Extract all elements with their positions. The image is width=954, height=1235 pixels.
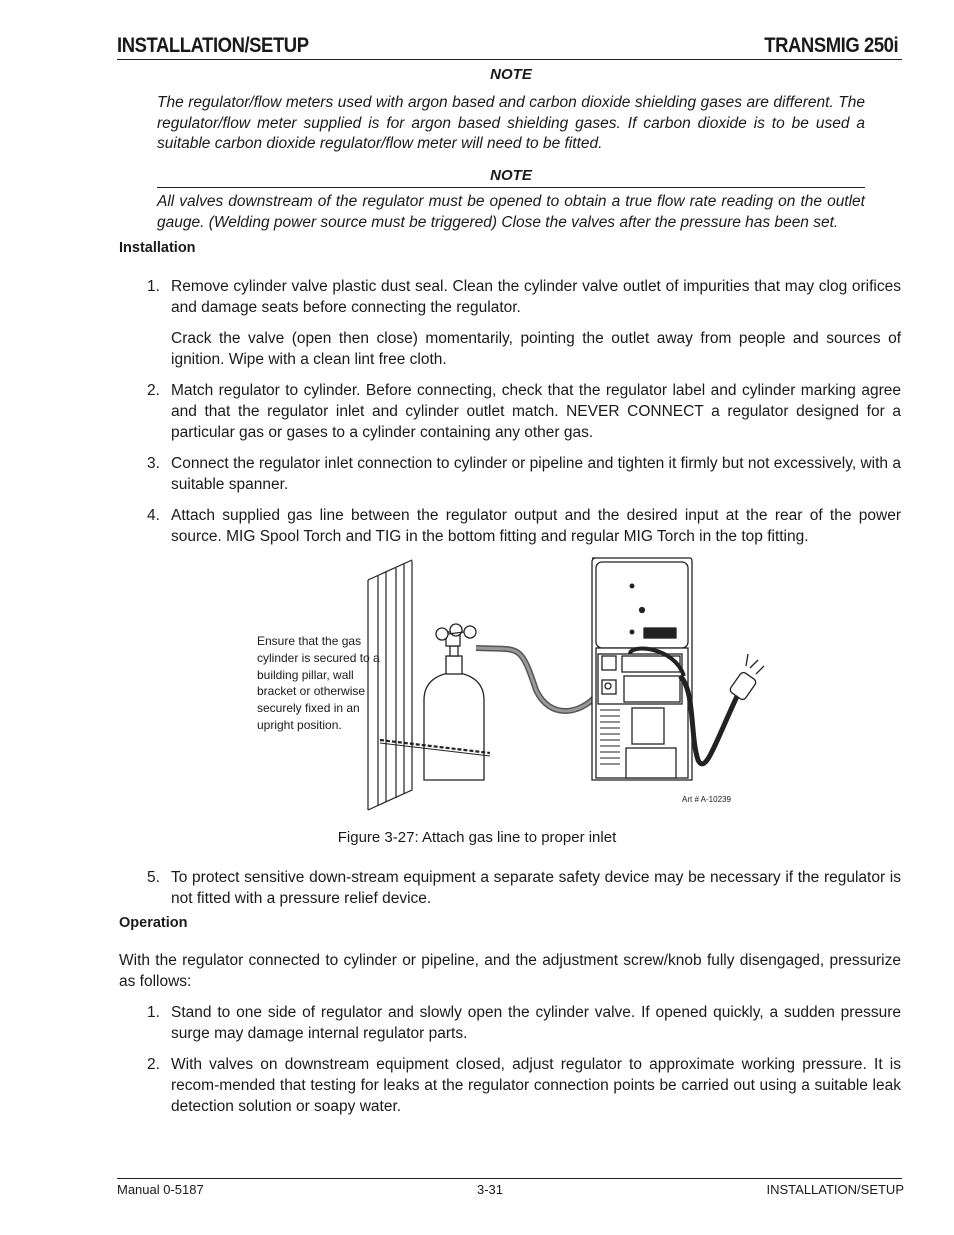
footer-manual-number: Manual 0-5187	[117, 1182, 204, 1197]
header-rule	[117, 59, 902, 60]
note-2-text: All valves downstream of the regulator must be opened to obtain a true flow rate reading on the outlet gauge. (Welding power source must be triggered) Close the valves after the pressure has been set.	[157, 193, 865, 231]
operation-step-2-text: With valves on downstream equipment closed, adjust regulator to approximate working pressure. It is recom-mended that testing for leaks at the regulator connection points be carried out using a suitable leak detection solution or soapy water.	[171, 1056, 901, 1115]
installation-heading: Installation	[119, 240, 196, 256]
art-number: Art # A-10239	[682, 795, 731, 804]
step-1-number: 1.	[147, 278, 160, 295]
step-4-number: 4.	[147, 507, 160, 524]
operation-heading: Operation	[119, 915, 188, 931]
note-2-title: NOTE	[490, 167, 532, 184]
operation-step-1-text: Stand to one side of regulator and slowly open the cylinder valve. If opened quickly, a sudden pressure surge may damage internal regulator parts.	[171, 1004, 901, 1042]
note-1-title: NOTE	[490, 66, 532, 83]
header-section-title: INSTALLATION/SETUP	[117, 34, 309, 57]
gas-cylinder	[424, 646, 484, 780]
step-1-text: Remove cylinder valve plastic dust seal. Clean the cylinder valve outlet of impurities that may clog orifices and damage seats before connecting the regulator.	[171, 278, 901, 316]
footer-section: INSTALLATION/SETUP	[766, 1182, 904, 1197]
step-3-number: 3.	[147, 455, 160, 472]
figure-callout-note: Ensure that the gas cylinder is secured to a building pillar, wall bracket or otherwise securely fixed in an upright position.	[257, 634, 380, 732]
step-1-extra: Crack the valve (open then close) momentarily, pointing the outlet away from people and sources of ignition. Wipe with a clean lint free cloth.	[171, 330, 901, 368]
footer-page-number: 3-31	[476, 1182, 504, 1197]
step-5-number: 5.	[147, 869, 160, 886]
footer-rule	[117, 1178, 902, 1179]
step-2-text: Match regulator to cylinder. Before connecting, check that the regulator label and cylinder marking agree and that the regulator inlet and cylinder outlet match. NEVER CONNECT a regulator designed for a particular gas or gases to a cylinder containing any other gas.	[171, 382, 901, 441]
note-1-text: The regulator/flow meters used with argon based and carbon dioxide shielding gases are different. The regulator/flow meter supplied is for argon based shielding gases. If carbon dioxide is to be used a suitable carbon dioxide regulator/flow meter will need to be fitted.	[157, 94, 865, 152]
step-3-text: Connect the regulator inlet connection to cylinder or pipeline and tighten it firmly but not excessively, with a suitable spanner.	[171, 455, 901, 493]
operation-step-1-number: 1.	[147, 1004, 160, 1021]
power-plug-icon	[729, 654, 764, 701]
header-product-name: TRANSMIG 250i	[764, 34, 898, 57]
step-4-text: Attach supplied gas line between the regulator output and the desired input at the rear of the power source. MIG Spool Torch and TIG in the bottom fitting and regular MIG Torch in the top fitting.	[171, 507, 901, 545]
operation-step-2-number: 2.	[147, 1056, 160, 1073]
step-5-text: To protect sensitive down-stream equipment a separate safety device may be necessary if the regulator is not fitted with a pressure relief device.	[171, 869, 901, 907]
figure-caption: Figure 3-27: Attach gas line to proper inlet	[337, 829, 617, 846]
power-source-unit	[592, 558, 692, 780]
note-2-rule	[157, 187, 865, 188]
operation-intro: With the regulator connected to cylinder or pipeline, and the adjustment screw/knob fully disengaged, pressurize as follows:	[119, 952, 901, 990]
regulator-icon	[436, 624, 476, 646]
step-2-number: 2.	[147, 382, 160, 399]
gas-hose	[476, 648, 596, 711]
